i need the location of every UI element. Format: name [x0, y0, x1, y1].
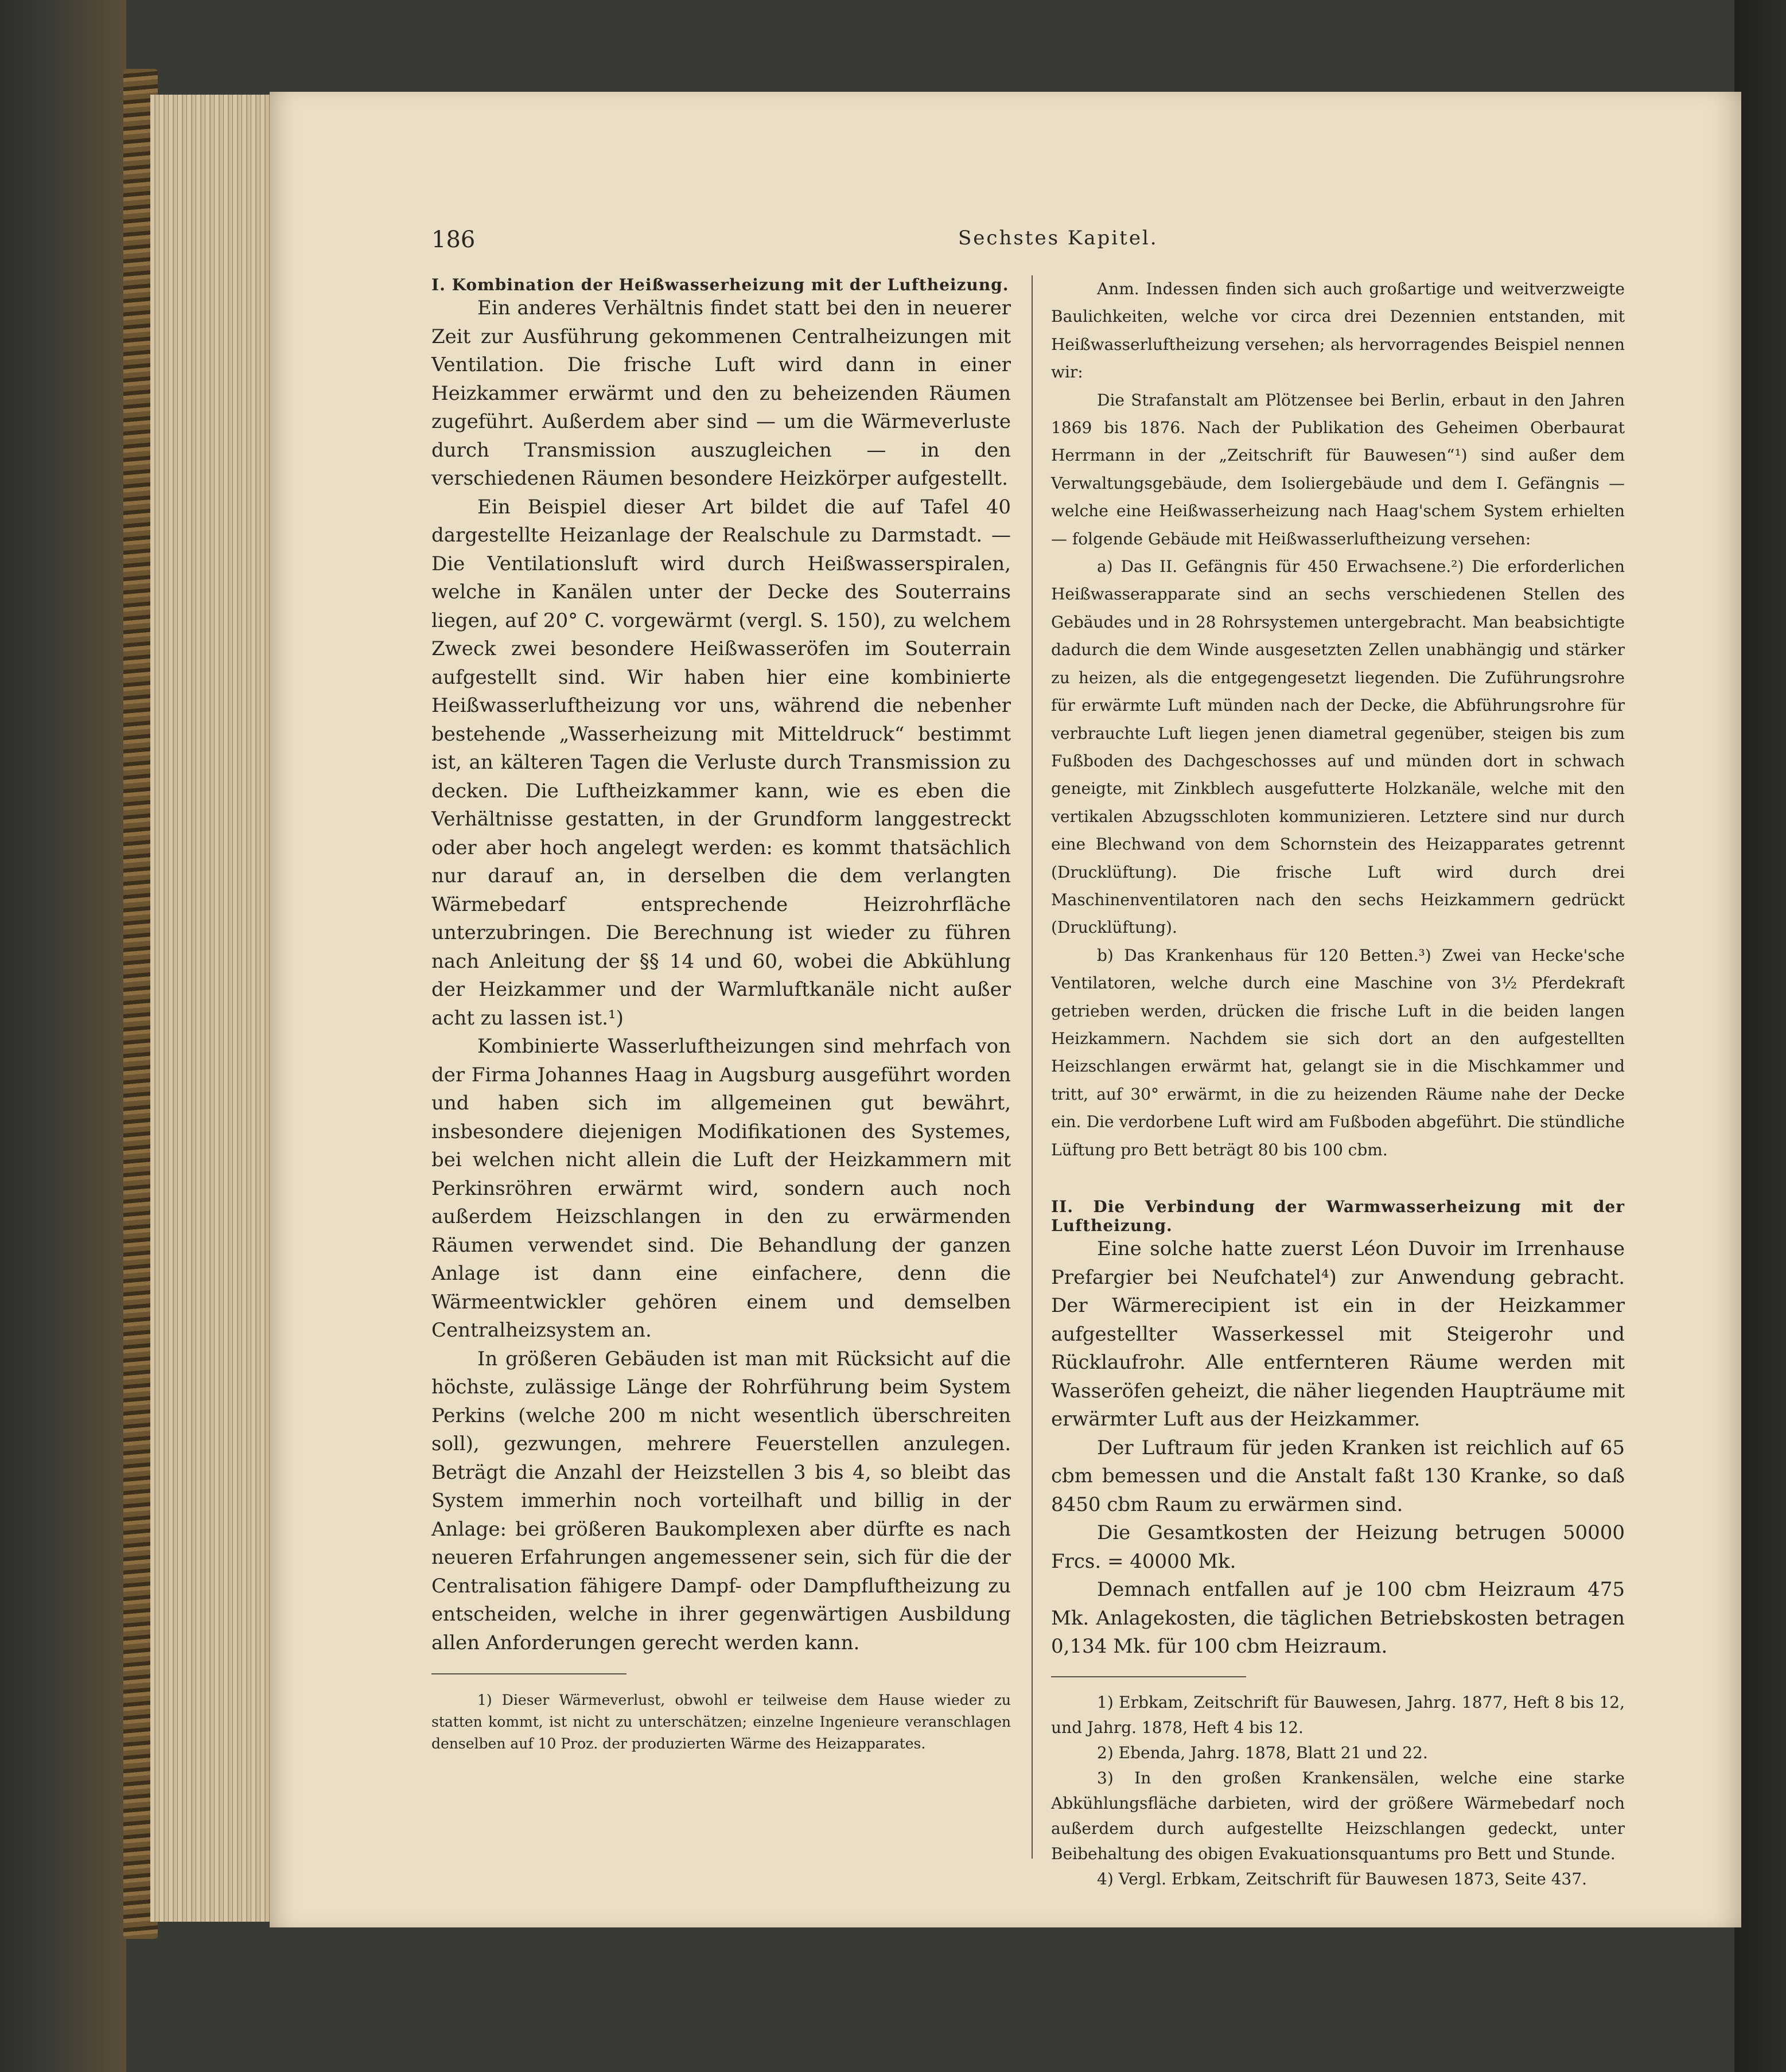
section-title-2: II. Die Verbindung der Warmwasserheizung mit der Luftheizung. [1051, 1197, 1625, 1235]
footnote: 1) Erbkam, Zeitschrift für Bauwesen, Jahrg. 1877, Heft 8 bis 12, und Jahrg. 1878, Heft 4 bis 12. [1051, 1692, 1625, 1737]
paragraph: Kombinierte Wasserluftheizungen sind mehrfach von der Firma Johannes Haag in Augsburg ausgeführt worden und haben sich im allgemeinen gut bewährt, insbesondere diejenigen Modifikationen des Systemes, bei welchen nicht allein die Luft der Heizkammern mit Perkinsröhren erwärmt wird, sondern auch noch außerdem Heizschlangen in den zu erwärmenden Räumen verwendet sind. Die Behandlung der ganzen Anlage ist dann eine einfachere, denn die Wärmeentwickler gehören einem und demselben Centralheizsystem an. [431, 1035, 1011, 1342]
note-paragraph: b) Das Krankenhaus für 120 Betten.³) Zwei van Hecke'sche Ventilatoren, welche durch eine Maschine von 3½ Pferdekraft getrieben werden, drücken die frische Luft in die beiden langen Heizkammern. Nachdem sie sich dort an den aufgestellten Heizschlangen erwärmt hat, gelangt sie in die Mischkammer und tritt, auf 30° erwärmt, in die zu heizenden Räume nahe der Decke ein. Die verdorbene Luft wird am Fußboden abgeführt. Die stündliche Lüftung pro Bett beträgt 80 bis 100 cbm. [1051, 945, 1625, 1159]
footnote: 1) Dieser Wärmeverlust, obwohl er teilweise dem Hause wieder zu statten kommt, ist nicht zu unterschätzen; einzelne Ingenieure veranschlagen denselben auf 10 Proz. der produzierten Wärme des Heizapparates. [431, 1692, 1011, 1752]
footnote: 2) Ebenda, Jahrg. 1878, Blatt 21 und 22. [1097, 1743, 1428, 1762]
paragraph: Eine solche hatte zuerst Léon Duvoir im Irrenhause Prefargier bei Neufchatel⁴) zur Anwendung gebracht. Der Wärmerecipient ist ein in der Heizkammer aufgestellter Wasserkessel mit Steigerohr und Rücklaufrohr. Alle entfernteren Räume werden mit Wasseröfen geheizt, die näher liegenden Haupträume mit erwärmter Luft aus der Heizkammer. [1051, 1237, 1625, 1431]
page-number: 186 [431, 227, 476, 253]
paragraph: Die Gesamtkosten der Heizung betrugen 50000 Frcs. = 40000 Mk. [1051, 1521, 1625, 1573]
page-edges [150, 95, 271, 1922]
footnote: 4) Vergl. Erbkam, Zeitschrift für Bauwesen 1873, Seite 437. [1097, 1869, 1587, 1888]
paragraph: Ein Beispiel dieser Art bildet die auf Tafel 40 dargestellte Heizanlage der Realschule zu Darmstadt. — Die Ventilationsluft wird durch Heißwasserspiralen, welche in Kanälen unter der Decke des Souterrains liegen, auf 20° C. vorgewärmt (vergl. S. 150), zu welchem Zweck zwei besondere Heißwasseröfen im Souterrain aufgestellt sind. Wir haben hier eine kombinierte Heißwasserluftheizung vor uns, während die nebenher bestehende „Wasserheizung mit Mitteldruck“ bestimmt ist, an kälteren Tagen die Verluste durch Transmission zu decken. Die Luftheizkammer kann, wie es eben die Verhältnisse gestatten, in der Grundform langgestreckt oder aber hoch angelegt werden: es kommt thatsächlich nur darauf an, in derselben die dem verlangten Wärmebedarf entsprechende Heizrohrfläche unterzubringen. Die Berechnung ist wieder zu führen nach Anleitung der §§ 14 und 60, wobei die Abkühlung der Heizkammer und der Warmluftkanäle nicht außer acht zu lassen ist.¹) [431, 495, 1011, 1030]
note-paragraph: Die Strafanstalt am Plötzensee bei Berlin, erbaut in den Jahren 1869 bis 1876. Nach der Publikation des Geheimen Oberbaurat Herrmann in der „Zeitschrift für Bauwesen“¹) sind außer dem Verwaltungsgebäude, dem Isoliergebäude und dem I. Gefängnis — welche eine Heißwasserheizung nach Haag'schem System erhielten — folgende Gebäude mit Heißwasserluftheizung versehen: [1051, 390, 1625, 548]
book-binding [0, 0, 126, 2072]
paragraph: Der Luftraum für jeden Kranken ist reichlich auf 65 cbm bemessen und die Anstalt faßt 130 Kranke, so daß 8450 cbm Raum zu erwärmen sind. [1051, 1436, 1625, 1516]
running-header: Sechstes Kapitel. [958, 227, 1158, 250]
section-2 [1051, 1197, 1625, 1661]
note-paragraph: Anm. Indessen finden sich auch großartige und weitverzweigte Baulichkeiten, welche vor circa drei Dezennien entstanden, mit Heißwasserluftheizung versehen; als hervorragendes Beispiel nennen wir: [1051, 279, 1625, 382]
column-divider [1032, 275, 1033, 1859]
paragraph: In größeren Gebäuden ist man mit Rücksicht auf die höchste, zulässige Länge der Rohrführung beim System Perkins (welche 200 m nicht wesentlich überschreiten soll), gezwungen, mehrere Feuerstellen anzulegen. Beträgt die Anzahl der Heizstellen 3 bis 4, so bleibt das System immerhin noch vorteilhaft und billig in der Anlage: bei größeren Baukomplexen aber dürfte es nach neueren Erfahrungen angemessener sein, sich für die der Centralisation fähigere Dampf- oder Dampfluftheizung zu entscheiden, welche in ihrer gegenwärtigen Ausbildung allen Anforderungen gerecht werden kann. [431, 1347, 1011, 1654]
book-cover-right [1734, 0, 1786, 2072]
paragraph: Ein anderes Verhältnis findet statt bei den in neuerer Zeit zur Ausführung gekommenen Centralheizungen mit Ventilation. Die frische Luft wird dann in einer Heizkammer erwärmt und den zu beheizenden Räumen zugeführt. Außerdem aber sind — um die Wärmeverluste durch Transmission auszugleichen — in den verschiedenen Räumen besondere Heizkörper aufgestellt. [431, 297, 1011, 490]
book-page [270, 92, 1741, 1927]
footnote-rule [431, 1673, 627, 1674]
footnote: 3) In den großen Krankensälen, welche eine starke Abkühlungsfläche darbieten, wird der größere Wärmebedarf noch außerdem durch aufgestellte Heizschlangen gedeckt, unter Beibehaltung des obigen Evakuationsquantums pro Bett und Stunde. [1051, 1768, 1625, 1863]
paragraph: Demnach entfallen auf je 100 cbm Heizraum 475 Mk. Anlagekosten, die täglichen Betriebskosten betragen 0,134 Mk. für 100 cbm Heizraum. [1051, 1578, 1625, 1658]
note-paragraph: a) Das II. Gefängnis für 450 Erwachsene.²) Die erforderlichen Heißwasserapparate sind an sechs verschiedenen Stellen des Gebäudes und in 28 Rohrsystemen untergebracht. Man beabsichtigte dadurch die dem Winde ausgesetzten Zellen unabhängig und stärker zu heizen, als die entgegengesetzt liegenden. Die Zuführungsrohre für erwärmte Luft münden nach der Decke, die Abführungsrohre für verbrauchte Luft liegen jenen diametral gegenüber, steigen bis zum Fußboden des Dachgeschosses auf und münden dort in schwach geneigte, mit Zinkblech ausgefutterte Holzkanäle, welche mit den vertikalen Abzugsschloten kommunizieren. Letztere sind nur durch eine Blechwand von dem Schornstein des Heizapparates getrennt (Drucklüftung). Die frische Luft wird durch drei Maschinenventilatoren nach den sechs Heizkammern gedrückt (Drucklüftung). [1051, 557, 1625, 937]
footnote-rule [1051, 1676, 1246, 1677]
left-column [431, 275, 1011, 1755]
section-title-1: I. Kombination der Heißwasserheizung mit der Luftheizung. [431, 275, 1009, 294]
right-column [1051, 275, 1625, 1892]
